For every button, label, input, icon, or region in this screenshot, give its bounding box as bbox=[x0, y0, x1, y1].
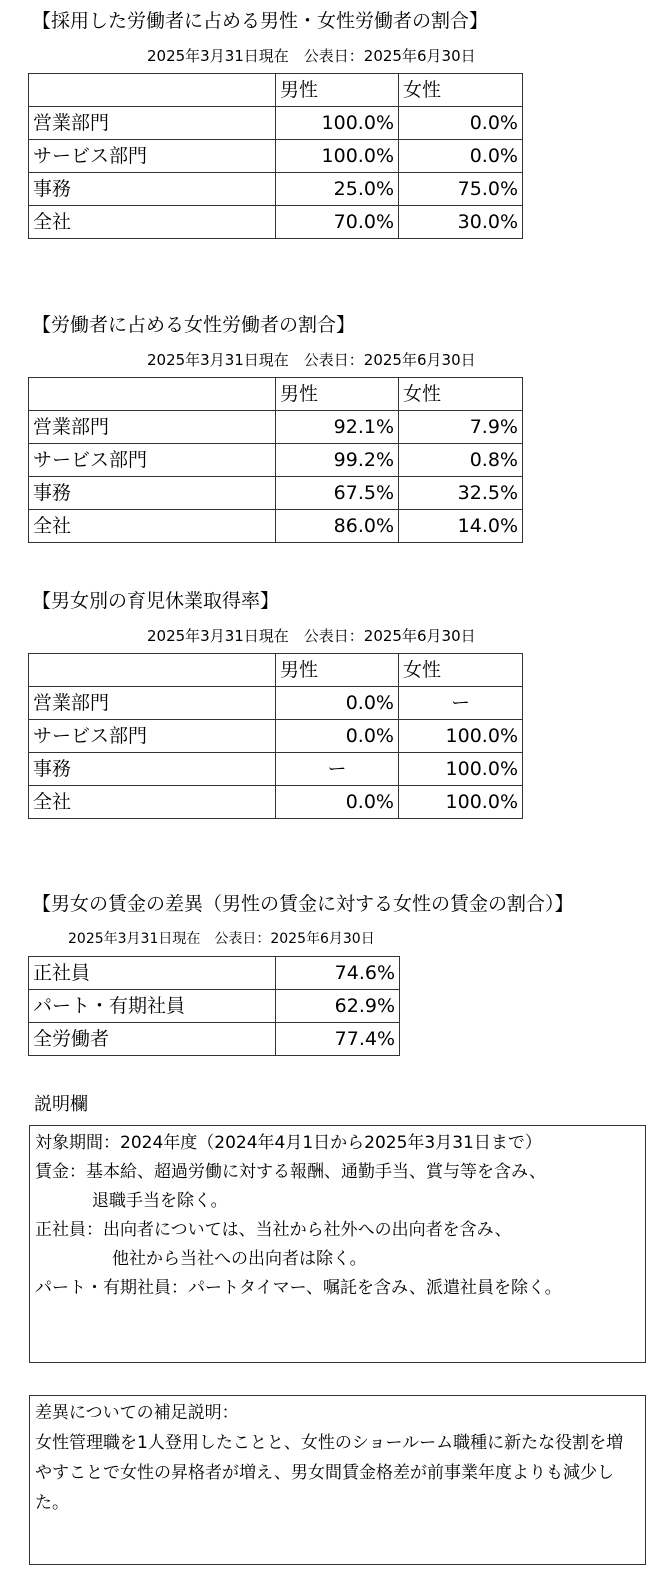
table-row bbox=[29, 107, 523, 140]
table-row bbox=[29, 786, 523, 819]
wage-gap-table bbox=[28, 956, 400, 1056]
table-row bbox=[29, 687, 523, 720]
explanation-regular-cont: 他社から当社への出向者は除く。 bbox=[112, 1249, 367, 1269]
wage-ratio-value: 62.9% bbox=[276, 990, 400, 1023]
table-row bbox=[29, 411, 523, 444]
row-label: サービス部門 bbox=[29, 444, 276, 477]
section1-title: 【採用した労働者に占める男性・女性労働者の割合】 bbox=[32, 10, 489, 32]
male-value: 100.0% bbox=[276, 140, 399, 173]
row-label: サービス部門 bbox=[29, 140, 276, 173]
female-value: 0.8% bbox=[399, 444, 523, 477]
female-value: 0.0% bbox=[399, 107, 523, 140]
table-header-row bbox=[29, 654, 523, 687]
section4-date: 2025年3月31日現在 公表日：2025年6月30日 bbox=[68, 931, 375, 947]
section4-title: 【男女の賃金の差異（男性の賃金に対する女性の賃金の割合）】 bbox=[32, 893, 574, 915]
explanation-wage: 賃金：基本給、超過労働に対する報酬、通勤手当、賞与等を含み、 bbox=[35, 1162, 547, 1182]
row-label: パート・有期社員 bbox=[29, 990, 276, 1023]
table-row bbox=[29, 444, 523, 477]
male-value: 0.0% bbox=[276, 786, 399, 819]
supplement-box bbox=[29, 1395, 646, 1565]
table-row bbox=[29, 173, 523, 206]
table-row bbox=[29, 957, 400, 990]
explanation-period: 対象期間：2024年度（2024年4月1日から2025年3月31日まで） bbox=[35, 1133, 542, 1153]
supplement-heading: 差異についての補足説明： bbox=[35, 1403, 239, 1423]
header-male: 男性 bbox=[276, 74, 399, 107]
female-ratio-table bbox=[28, 377, 523, 543]
female-value: 32.5% bbox=[399, 477, 523, 510]
section3-title: 【男女別の育児休業取得率】 bbox=[32, 590, 280, 612]
female-value: 7.9% bbox=[399, 411, 523, 444]
row-label: 事務 bbox=[29, 753, 276, 786]
row-label: サービス部門 bbox=[29, 720, 276, 753]
row-label: 事務 bbox=[29, 477, 276, 510]
table-row bbox=[29, 140, 523, 173]
female-value: 0.0% bbox=[399, 140, 523, 173]
male-value: 100.0% bbox=[276, 107, 399, 140]
header-blank bbox=[29, 378, 276, 411]
male-value: 99.2% bbox=[276, 444, 399, 477]
hiring-ratio-table bbox=[28, 73, 523, 239]
row-label: 営業部門 bbox=[29, 411, 276, 444]
table-row bbox=[29, 990, 400, 1023]
female-value: ー bbox=[399, 687, 523, 720]
wage-ratio-value: 77.4% bbox=[276, 1023, 400, 1056]
table-row bbox=[29, 206, 523, 239]
header-blank bbox=[29, 74, 276, 107]
female-value: 100.0% bbox=[399, 786, 523, 819]
male-value: 0.0% bbox=[276, 720, 399, 753]
section2-title: 【労働者に占める女性労働者の割合】 bbox=[32, 314, 356, 336]
header-female: 女性 bbox=[399, 74, 523, 107]
row-label: 全社 bbox=[29, 786, 276, 819]
male-value: 70.0% bbox=[276, 206, 399, 239]
explanation-box bbox=[29, 1125, 646, 1363]
female-value: 30.0% bbox=[399, 206, 523, 239]
male-value: 0.0% bbox=[276, 687, 399, 720]
male-value: 67.5% bbox=[276, 477, 399, 510]
row-label: 営業部門 bbox=[29, 107, 276, 140]
table-header-row bbox=[29, 378, 523, 411]
supplement-body: 女性管理職を1人登用したことと、女性のショールーム職種に新たな役割を増やすことで女性の昇格者が増え、男女間賃金格差が前事業年度よりも減少した。 bbox=[35, 1433, 624, 1513]
row-label: 営業部門 bbox=[29, 687, 276, 720]
wage-ratio-value: 74.6% bbox=[276, 957, 400, 990]
table-row bbox=[29, 1023, 400, 1056]
explanation-wage-cont: 退職手当を除く。 bbox=[92, 1191, 228, 1211]
header-blank bbox=[29, 654, 276, 687]
female-value: 75.0% bbox=[399, 173, 523, 206]
table-row bbox=[29, 720, 523, 753]
row-label: 正社員 bbox=[29, 957, 276, 990]
row-label: 全労働者 bbox=[29, 1023, 276, 1056]
table-row bbox=[29, 753, 523, 786]
childcare-leave-table bbox=[28, 653, 523, 819]
explanation-heading: 説明欄 bbox=[34, 1094, 88, 1115]
section1-date: 2025年3月31日現在 公表日：2025年6月30日 bbox=[147, 47, 476, 65]
female-value: 100.0% bbox=[399, 720, 523, 753]
header-male: 男性 bbox=[276, 378, 399, 411]
row-label: 全社 bbox=[29, 206, 276, 239]
male-value: 92.1% bbox=[276, 411, 399, 444]
male-value: 25.0% bbox=[276, 173, 399, 206]
section2-date: 2025年3月31日現在 公表日：2025年6月30日 bbox=[147, 351, 476, 369]
male-value: 86.0% bbox=[276, 510, 399, 543]
explanation-regular: 正社員：出向者については、当社から社外への出向者を含み、 bbox=[35, 1220, 512, 1240]
header-female: 女性 bbox=[399, 654, 523, 687]
female-value: 100.0% bbox=[399, 753, 523, 786]
explanation-parttime: パート・有期社員：パートタイマー、嘱託を含み、派遣社員を除く。 bbox=[35, 1278, 562, 1298]
header-female: 女性 bbox=[399, 378, 523, 411]
row-label: 事務 bbox=[29, 173, 276, 206]
table-row bbox=[29, 510, 523, 543]
row-label: 全社 bbox=[29, 510, 276, 543]
header-male: 男性 bbox=[276, 654, 399, 687]
table-header-row bbox=[29, 74, 523, 107]
section3-date: 2025年3月31日現在 公表日：2025年6月30日 bbox=[147, 627, 476, 645]
female-value: 14.0% bbox=[399, 510, 523, 543]
male-value: ー bbox=[276, 753, 399, 786]
table-row bbox=[29, 477, 523, 510]
